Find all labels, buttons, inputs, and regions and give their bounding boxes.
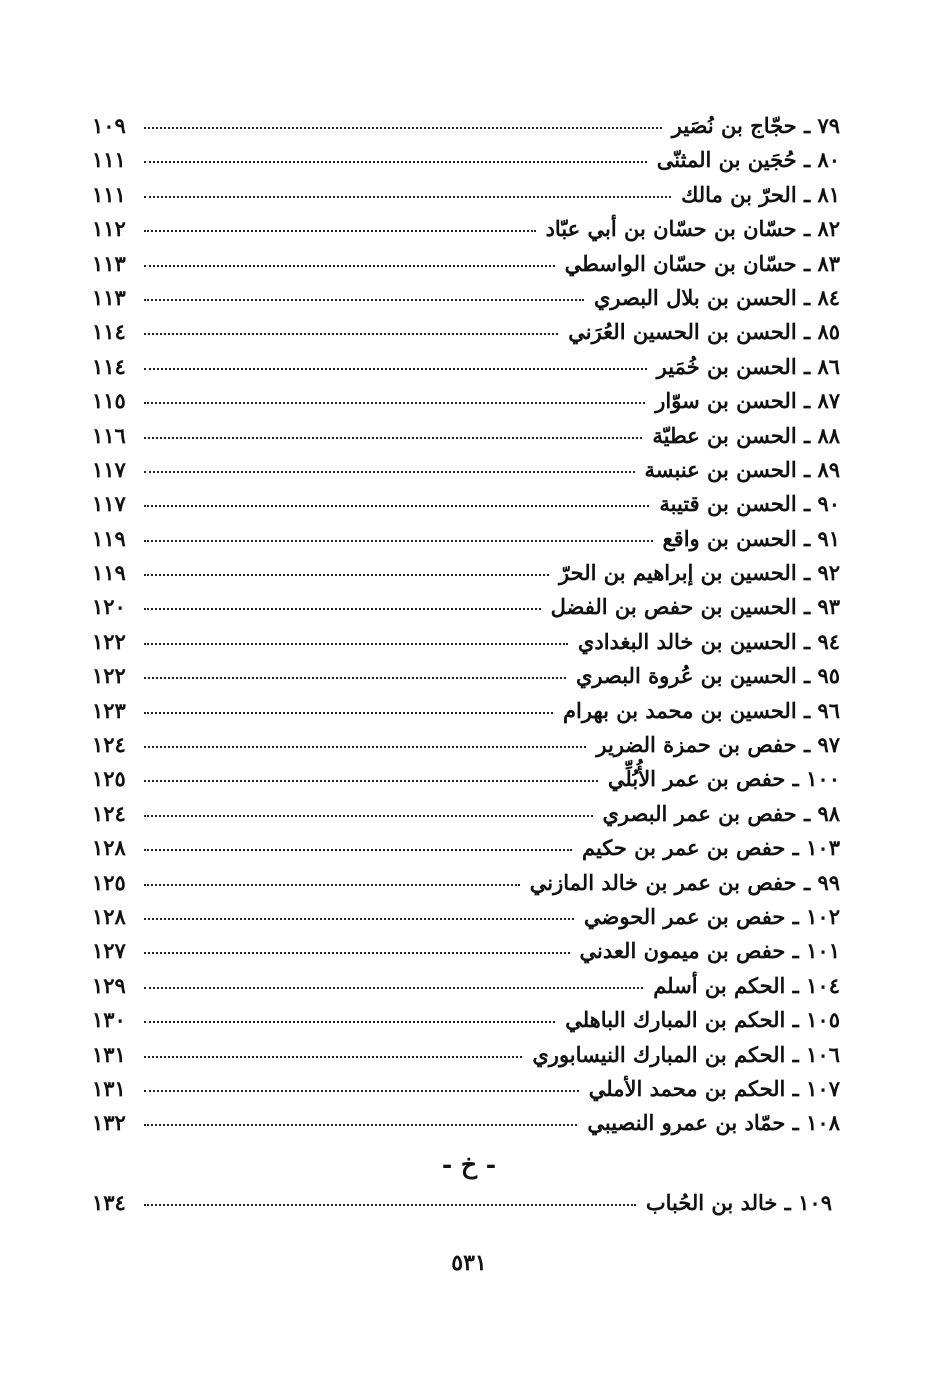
toc-page-ref: ١١١: [92, 181, 126, 207]
toc-entry-title: ٩٩ ـ حفص بن عمر بن خالد المازني: [529, 869, 840, 895]
dot-leader: [144, 780, 598, 782]
toc-row: [92, 113, 840, 147]
toc-entry-title: ٩٦ ـ الحسين بن محمد بن بهرام: [562, 697, 840, 723]
toc-row: [92, 1076, 840, 1110]
dot-leader: [144, 677, 566, 679]
toc-entry-title: ٨٨ ـ الحسن بن عطيّة: [652, 422, 840, 448]
toc-page-ref: ١١٤: [92, 353, 126, 379]
toc-entry-title: ٨٧ ـ الحسن بن سوّار: [655, 388, 840, 414]
toc-row: [92, 182, 840, 216]
toc-page-ref: ١٣١: [92, 1041, 126, 1067]
toc-page-ref: ١١٦: [92, 422, 126, 448]
toc-page-ref: ١٢٨: [92, 835, 126, 861]
toc-entry-title: ١٠٩ ـ خالد بن الحُباب: [645, 1190, 832, 1215]
dot-leader: [144, 161, 647, 163]
toc-page-ref: ١٢٤: [92, 800, 126, 826]
toc-page-ref: ١١٣: [92, 250, 126, 276]
dot-leader: [144, 368, 647, 370]
dot-leader: [144, 884, 520, 886]
toc-page-ref: ١١١: [92, 147, 126, 173]
dot-leader: [144, 918, 574, 920]
toc-page-ref: ١٢٨: [92, 903, 126, 929]
dot-leader: [144, 230, 536, 232]
toc-row: [92, 1190, 832, 1224]
toc-entry-title: ٨١ ـ الحرّ بن مالك: [681, 181, 840, 207]
toc-page-ref: ١٢٣: [92, 697, 126, 723]
toc-row: [92, 732, 840, 766]
toc-row: [92, 594, 840, 628]
toc-row: [92, 938, 840, 972]
toc-entry-title: ١٠٨ ـ حمّاد بن عمرو النصيبي: [587, 1110, 840, 1136]
dot-leader: [144, 1204, 636, 1206]
toc-page-ref: ١٢٢: [92, 663, 126, 689]
toc-page-ref: ١١٣: [92, 284, 126, 310]
dot-leader: [144, 402, 645, 404]
dot-leader: [144, 952, 570, 954]
toc-entry-title: ٨٥ ـ الحسن بن الحسين العُرَني: [568, 319, 840, 345]
toc-page-ref: ١٢٧: [92, 938, 126, 964]
toc-row: [92, 663, 840, 697]
toc-page-ref: ١١٧: [92, 456, 126, 482]
toc-page-ref: ١٣١: [92, 1075, 126, 1101]
dot-leader: [144, 196, 671, 198]
toc-row: [92, 870, 840, 904]
toc-entry-title: ٧٩ ـ حجّاج بن نُصَير: [671, 113, 840, 138]
toc-entry-title: ١٠١ ـ حفص بن ميمون العدني: [579, 938, 840, 964]
toc-page-ref: ١٢٠: [92, 594, 126, 620]
toc-page-ref: ١١٥: [92, 388, 126, 414]
toc-entry-title: ٨٩ ـ الحسن بن عنبسة: [644, 456, 840, 482]
toc-entry-title: ٩٥ ـ الحسين بن عُروة البصري: [575, 663, 840, 689]
toc-entry-title: ٨٦ ـ الحسن بن خُمَير: [656, 353, 840, 379]
page-number: ٥٣١: [451, 1250, 487, 1276]
toc-row: [92, 904, 840, 938]
toc-page-ref: ١٠٩: [92, 113, 126, 138]
toc-page-ref: ١٣٢: [92, 1110, 126, 1136]
toc-page-ref: ١٢٩: [92, 972, 126, 998]
toc-entry-title: ١٠٥ ـ الحكم بن المبارك الباهلي: [565, 1007, 840, 1033]
toc-entry-title: ١٠٧ ـ الحكم بن محمد الأملي: [588, 1075, 840, 1101]
toc-row: [92, 698, 840, 732]
toc-page-ref: ١٣٤: [92, 1190, 126, 1215]
toc-list: [92, 113, 840, 1145]
toc-row: [92, 147, 840, 181]
toc-page-ref: ١٣٠: [92, 1007, 126, 1033]
toc-entry-title: ٨٣ ـ حسّان بن حسّان الواسطي: [564, 250, 840, 276]
toc-row: [92, 560, 840, 594]
toc-page-ref: ١١٧: [92, 491, 126, 517]
dot-leader: [144, 333, 558, 335]
toc-row: [92, 526, 840, 560]
toc-entry-title: ٨٢ ـ حسّان بن حسّان بن أبي عبّاد: [545, 216, 840, 242]
toc-page-ref: ١٢٥: [92, 766, 126, 792]
section-heading: - خ -: [441, 1150, 497, 1179]
toc-page-ref: ١٢٢: [92, 628, 126, 654]
toc-page-ref: ١٢٤: [92, 732, 126, 758]
toc-entry-title: ٩٤ ـ الحسين بن خالد البغدادي: [577, 628, 840, 654]
dot-leader: [144, 987, 643, 989]
toc-row: [92, 629, 840, 663]
toc-page-ref: ١١٢: [92, 216, 126, 242]
dot-leader: [144, 1090, 579, 1092]
toc-entry-title: ١٠٤ ـ الحكم بن أسلم: [653, 972, 840, 998]
toc-row: [92, 1110, 840, 1144]
toc-entry-title: ١٠٦ ـ الحكم بن المبارك النيسابوري: [532, 1041, 840, 1067]
toc-entry-title: ١٠٢ ـ حفص بن عمر الحوضي: [584, 903, 840, 929]
toc-row: [92, 801, 840, 835]
toc-row: [92, 835, 840, 869]
toc-entry-title: ٩٠ ـ الحسن بن قتيبة: [659, 491, 840, 517]
dot-leader: [144, 1056, 522, 1058]
dot-leader: [144, 437, 642, 439]
toc-row: [92, 423, 840, 457]
dot-leader: [144, 849, 572, 851]
toc-row: [92, 388, 840, 422]
toc-page-ref: ١٢٥: [92, 869, 126, 895]
toc-entry-title: ٨٤ ـ الحسن بن بلال البصري: [593, 284, 840, 310]
toc-entry-title: ٨٠ ـ حُجَين بن المثنّى: [656, 147, 840, 173]
dot-leader: [144, 540, 653, 542]
toc-row: [92, 457, 840, 491]
toc-entry-title: ٩١ ـ الحسن بن واقع: [662, 525, 840, 551]
dot-leader: [144, 471, 635, 473]
toc-row: [92, 354, 840, 388]
toc-page-ref: ١١٩: [92, 560, 126, 586]
dot-leader: [144, 712, 553, 714]
dot-leader: [144, 746, 586, 748]
dot-leader: [144, 1021, 555, 1023]
dot-leader: [144, 505, 649, 507]
toc-entry-title: ١٠٠ ـ حفص بن عمر الأُبُلِّي: [607, 766, 840, 792]
toc-entry-title: ١٠٣ ـ حفص بن عمر بن حكيم: [581, 835, 840, 861]
toc-row: [92, 973, 840, 1007]
toc-list-section-kha: [92, 1190, 832, 1224]
dot-leader: [144, 299, 584, 301]
toc-row: [92, 251, 840, 285]
toc-row: [92, 1007, 840, 1041]
toc-page-ref: ١١٩: [92, 525, 126, 551]
toc-entry-title: ٩٣ ـ الحسين بن حفص بن الفضل: [550, 594, 840, 620]
toc-page-ref: ١١٤: [92, 319, 126, 345]
toc-row: [92, 1042, 840, 1076]
toc-row: [92, 491, 840, 525]
dot-leader: [144, 815, 593, 817]
toc-row: [92, 319, 840, 353]
dot-leader: [144, 608, 541, 610]
dot-leader: [144, 127, 662, 129]
toc-entry-title: ٩٢ ـ الحسين بن إبراهيم بن الحرّ: [559, 560, 840, 586]
toc-row: [92, 285, 840, 319]
toc-row: [92, 766, 840, 800]
toc-row: [92, 216, 840, 250]
dot-leader: [144, 265, 555, 267]
dot-leader: [144, 1124, 577, 1126]
toc-entry-title: ٩٨ ـ حفص بن عمر البصري: [602, 800, 840, 826]
toc-entry-title: ٩٧ ـ حفص بن حمزة الضرير: [596, 732, 840, 758]
dot-leader: [144, 643, 568, 645]
dot-leader: [144, 574, 549, 576]
